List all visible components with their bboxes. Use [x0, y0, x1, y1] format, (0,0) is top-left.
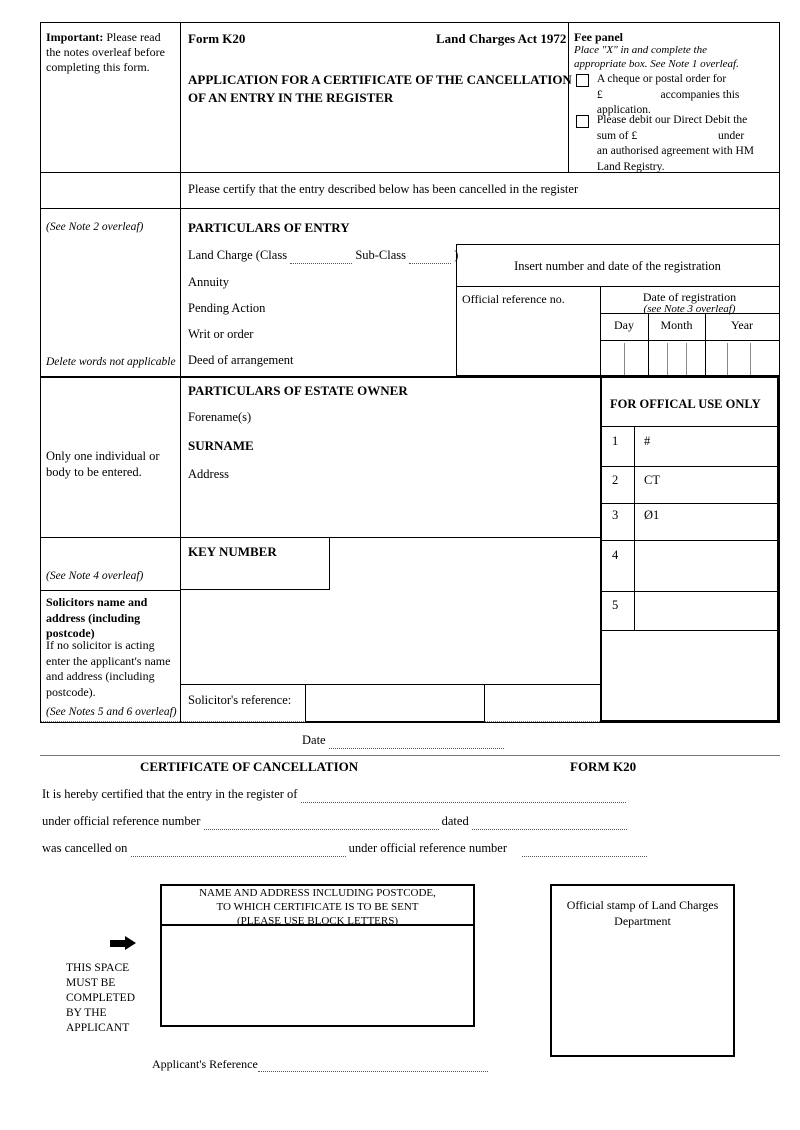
date-row — [302, 733, 504, 749]
official-use-row-value[interactable]: # — [644, 434, 651, 448]
important-label: Important: — [46, 30, 104, 44]
note-4-label: (See Note 4 overleaf) — [46, 570, 144, 582]
important-text: Please read the notes overleaf before completing this form. — [46, 30, 165, 74]
official-use-heading: FOR OFFICAL USE ONLY — [610, 397, 761, 411]
form-title-line1: APPLICATION FOR A CERTIFICATE OF THE CANCELLATION — [188, 72, 572, 87]
solicitors-text-line3: and address (including — [46, 669, 155, 684]
day-label: Day — [614, 318, 634, 332]
stamp-box-heading — [558, 898, 727, 929]
applicant-reference-label: Applicant's Reference — [152, 1057, 258, 1071]
applicant-reference — [152, 1057, 488, 1072]
official-use-rule1 — [600, 466, 779, 467]
official-reference-label: Official reference no. — [462, 292, 565, 306]
month-tick1 — [667, 343, 668, 375]
date-label: Date — [302, 733, 326, 747]
form-title — [188, 71, 572, 106]
certificate-line1-text: It is hereby certified that the entry in the register of — [42, 787, 298, 801]
rule-above-solicitors — [40, 590, 180, 591]
rule-above-certificate — [40, 755, 780, 756]
address-box-heading — [160, 887, 475, 928]
month-tick2 — [686, 343, 687, 375]
land-charge-paren: ) — [454, 248, 459, 262]
address-box-line2: TO WHICH CERTIFICATE IS TO BE SENT — [216, 900, 419, 913]
dd-line3: an authorised agreement with HM — [596, 145, 754, 158]
applicant-note-line4: BY THE — [66, 1006, 107, 1019]
address-box-line1: NAME AND ADDRESS INCLUDING POSTCODE, — [199, 887, 436, 899]
rule-below-certify — [40, 208, 780, 209]
notes-5-6-label: (See Notes 5 and 6 overleaf) — [46, 706, 177, 718]
official-use-row-number: 5 — [612, 598, 619, 612]
applicant-note-line3: COMPLETED — [66, 991, 135, 1004]
note-2-label: (See Note 2 overleaf) — [46, 221, 144, 233]
official-use-row-number: 3 — [612, 508, 619, 522]
certificate-cancelled-input[interactable] — [131, 856, 346, 857]
solicitors-label — [46, 595, 181, 642]
sub-class-label: Sub-Class — [355, 248, 407, 262]
land-charge-label: Land Charge (Class — [188, 248, 288, 262]
year-tick1 — [727, 343, 728, 375]
official-use-number-divider — [634, 426, 635, 630]
fee-panel-instruction — [574, 44, 739, 72]
solicitors-text-line2: enter the applicant's name — [46, 653, 171, 668]
estate-owner-note — [46, 448, 176, 481]
dd-line4: Land Registry. — [596, 160, 665, 173]
form-number: Form K20 — [188, 31, 246, 46]
cheque-line2b: accompanies this — [660, 88, 740, 101]
particulars-entry-heading: PARTICULARS OF ENTRY — [188, 220, 350, 235]
applicant-note — [66, 961, 156, 1036]
certificate-dated-input[interactable] — [472, 829, 627, 830]
month-label: Month — [660, 318, 693, 332]
dd-line1: Please debit our Direct Debit the — [596, 114, 748, 126]
fee-instruction-line1: Place "X" in and complete the — [574, 44, 707, 56]
official-use-rule0 — [600, 426, 779, 427]
fee-option-cheque[interactable] — [576, 72, 776, 119]
official-use-row-number: 4 — [612, 548, 619, 562]
important-note — [46, 30, 174, 75]
fee-panel-title: Fee panel — [574, 30, 623, 44]
class-input[interactable] — [290, 263, 352, 264]
solicitor-reference-input[interactable] — [305, 684, 485, 722]
solicitors-text-line4: postcode). — [46, 684, 96, 699]
date-of-registration-label: Date of registration — [642, 290, 737, 304]
surname-label: SURNAME — [188, 438, 254, 453]
frame-right-edge — [779, 22, 780, 722]
certificate-line2-text: under official reference number — [42, 814, 201, 828]
land-charge-row — [188, 248, 458, 264]
certificate-entry-input[interactable] — [301, 802, 626, 803]
stamp-box-line2: Department — [614, 913, 671, 928]
estate-owner-note-line1: Only one individual or — [46, 449, 160, 463]
year-label: Year — [730, 318, 754, 332]
fee-option-direct-debit[interactable] — [576, 113, 776, 175]
forenames-label: Forename(s) — [188, 410, 252, 424]
solicitors-text-line1: If no solicitor is acting — [46, 638, 155, 652]
address-box-line3: (PLEASE USE BLOCK LETTERS) — [236, 914, 399, 927]
solicitor-reference-label: Solicitor's reference: — [188, 693, 292, 707]
date-of-registration-note: (see Note 3 overleaf) — [643, 303, 736, 315]
solicitors-label-line1: Solicitors name and — [46, 595, 148, 609]
official-use-row-number: 2 — [612, 473, 619, 487]
official-use-row-value[interactable]: Ø1 — [644, 508, 660, 522]
form-title-line2: OF AN ENTRY IN THE REGISTER — [188, 89, 394, 105]
cheque-amount-label: £ — [596, 88, 603, 101]
applicant-note-line2: MUST BE — [66, 976, 116, 989]
certificate-ref2-input[interactable] — [522, 856, 647, 857]
certificate-line3 — [42, 841, 647, 857]
official-use-box — [600, 376, 779, 722]
official-use-rule3 — [600, 540, 779, 541]
solicitors-label-line3: postcode) — [46, 626, 95, 641]
certificate-line3-text: was cancelled on — [42, 841, 128, 855]
certificate-line3b-text: under official reference number — [348, 841, 508, 855]
applicant-note-line5: APPLICANT — [66, 1021, 130, 1034]
certificate-line2 — [42, 814, 627, 830]
delete-words-note: Delete words not applicable — [46, 356, 176, 368]
official-use-rule5 — [600, 630, 779, 631]
sub-class-input[interactable] — [409, 263, 451, 264]
direct-debit-checkbox[interactable] — [576, 115, 589, 128]
act-title: Land Charges Act 1972 — [436, 31, 567, 46]
key-number-heading: KEY NUMBER — [188, 544, 277, 559]
cheque-line1: A cheque or postal order for — [596, 73, 727, 85]
entry-item-pending-action: Pending Action — [188, 301, 266, 315]
fee-instruction-line2: appropriate box. See Note 1 overleaf. — [574, 57, 739, 70]
estate-owner-note-line2: body to be entered. — [46, 465, 142, 480]
registration-table-rule3 — [600, 340, 779, 341]
entry-item-deed-of-arrangement: Deed of arrangement — [188, 353, 294, 367]
dd-line2b: under — [718, 129, 745, 142]
certify-text: Please certify that the entry described below has been cancelled in the register — [188, 182, 579, 196]
official-use-rule4 — [600, 591, 779, 592]
certificate-line1 — [42, 787, 626, 803]
cheque-checkbox[interactable] — [576, 74, 589, 87]
dd-amount-label: sum of £ — [596, 129, 638, 142]
estate-owner-heading: PARTICULARS OF ESTATE OWNER — [188, 383, 408, 398]
cheque-line3: application. — [596, 104, 651, 117]
rule-bottom-frame — [40, 722, 780, 723]
solicitors-label-line2: address (including — [46, 610, 141, 625]
solicitors-text — [46, 638, 184, 700]
applicant-reference-input[interactable] — [258, 1071, 488, 1072]
official-use-row-number: 1 — [612, 434, 619, 448]
certificate-dated-label: dated — [441, 814, 469, 828]
arrow-icon — [110, 938, 136, 948]
applicant-note-line1: THIS SPACE — [66, 962, 130, 974]
stamp-box-line1: Official stamp of Land Charges — [566, 898, 719, 912]
date-input[interactable] — [329, 748, 504, 749]
entry-item-annuity: Annuity — [188, 275, 229, 289]
certificate-form-number: FORM K20 — [570, 759, 637, 774]
address-label: Address — [188, 467, 229, 481]
year-tick2 — [750, 343, 751, 375]
official-use-row-value[interactable]: CT — [644, 473, 660, 487]
registration-table-rule1 — [456, 286, 779, 287]
day-tick — [624, 343, 625, 375]
certificate-ref-input[interactable] — [204, 829, 439, 830]
certificate-heading: CERTIFICATE OF CANCELLATION — [140, 759, 359, 774]
official-use-rule2 — [600, 503, 779, 504]
insert-registration-text: Insert number and date of the registration — [514, 259, 721, 273]
entry-item-writ-or-order: Writ or order — [188, 327, 254, 341]
frame-left-edge — [40, 22, 41, 722]
